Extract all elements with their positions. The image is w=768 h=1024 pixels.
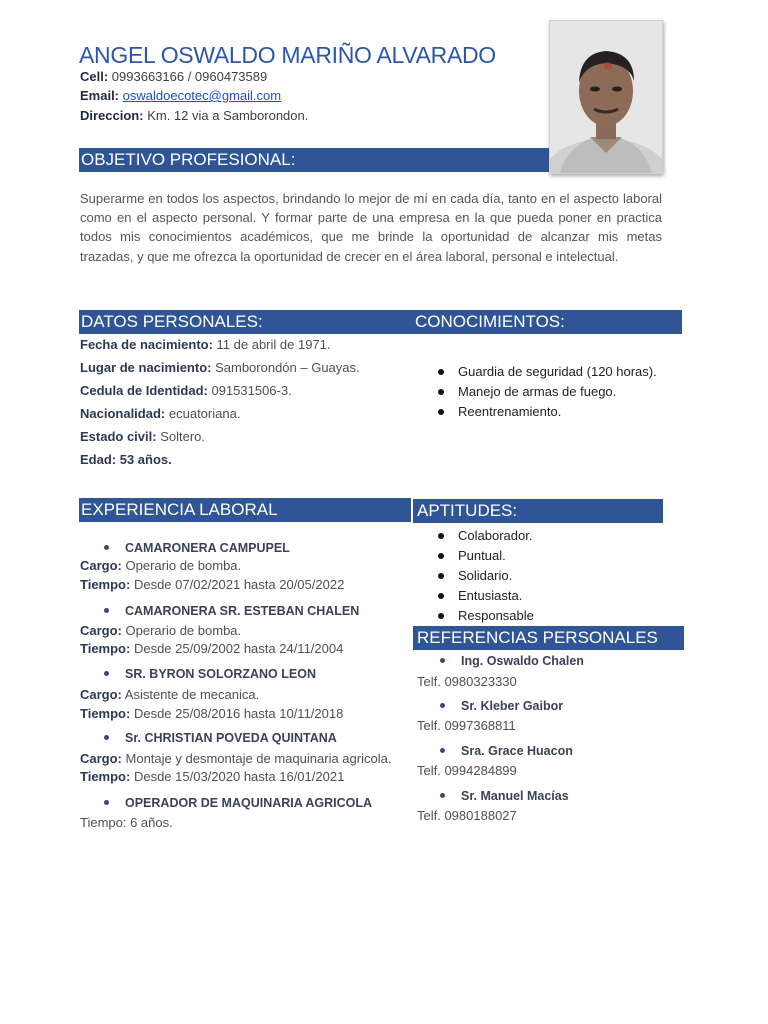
job-cargo: Cargo: Operario de bomba. xyxy=(80,558,242,573)
objective-heading: OBJETIVO PROFESIONAL: xyxy=(79,148,549,172)
personal-label: Cedula de Identidad: xyxy=(80,383,208,398)
job-tiempo: Tiempo: 6 años. xyxy=(80,815,173,830)
bullet-icon xyxy=(104,671,109,676)
personal-row xyxy=(80,406,240,421)
cell-value: 0993663166 / 0960473589 xyxy=(111,69,268,84)
job-cargo: Cargo: Asistente de mecanica. xyxy=(80,687,260,702)
reference-phone: Telf. 0980188027 xyxy=(417,808,517,823)
personal-label: Edad: 53 años. xyxy=(80,452,172,467)
job-tiempo: Tiempo: Desde 07/02/2021 hasta 20/05/2022 xyxy=(80,577,345,592)
personal-value: Samborondón – Guayas. xyxy=(215,360,360,375)
bullet-icon xyxy=(438,613,444,619)
references-heading: REFERENCIAS PERSONALES xyxy=(413,626,684,650)
bullet-icon xyxy=(438,409,444,415)
job-tiempo: Tiempo: Desde 25/08/2016 hasta 10/11/2018 xyxy=(80,706,344,721)
bullet-icon xyxy=(104,800,109,805)
reference-name: Sra. Grace Huacon xyxy=(440,744,573,758)
bullet-icon xyxy=(438,369,444,375)
experience-heading: EXPERIENCIA LABORAL xyxy=(79,498,411,522)
email-label: Email: xyxy=(80,88,120,103)
bullet-icon xyxy=(104,608,109,613)
bullet-icon xyxy=(438,533,444,539)
job-cargo: Cargo: Operario de bomba. xyxy=(80,623,242,638)
bullet-icon xyxy=(438,573,444,579)
reference-name: Sr. Manuel Macías xyxy=(440,789,569,803)
list-item: Guardia de seguridad (120 horas). xyxy=(438,364,657,379)
bullet-icon xyxy=(440,703,445,708)
personal-label: Fecha de nacimiento: xyxy=(80,337,213,352)
list-item: Colaborador. xyxy=(438,528,532,543)
personal-value: ecuatoriana. xyxy=(168,406,241,421)
list-item: Puntual. xyxy=(438,548,506,563)
personal-label: Estado civil: xyxy=(80,429,157,444)
personal-row xyxy=(80,360,360,375)
reference-phone: Telf. 0994284899 xyxy=(417,763,517,778)
job-company: CAMARONERA SR. ESTEBAN CHALEN xyxy=(104,604,359,618)
reference-phone: Telf. 0997368811 xyxy=(417,718,516,733)
personal-row xyxy=(80,429,205,444)
bullet-icon xyxy=(438,389,444,395)
reference-name: Ing. Oswaldo Chalen xyxy=(440,654,584,668)
personal-row xyxy=(80,452,172,467)
job-cargo: Cargo: Montaje y desmontaje de maquinaria agricola. xyxy=(80,751,392,766)
bullet-icon xyxy=(438,593,444,599)
bullet-icon xyxy=(440,658,445,663)
resume-name: ANGEL OSWALDO MARIÑO ALVARADO xyxy=(79,42,496,68)
reference-phone: Telf. 0980323330 xyxy=(417,674,517,689)
list-item: Solidario. xyxy=(438,568,512,583)
list-item: Reentrenamiento. xyxy=(438,404,561,419)
job-tiempo: Tiempo: Desde 15/03/2020 hasta 16/01/2021 xyxy=(80,769,345,784)
aptitudes-heading: APTITUDES: xyxy=(413,499,663,523)
portrait-image xyxy=(550,21,662,173)
cell-line xyxy=(80,69,267,84)
address-value: Km. 12 via a Samborondon. xyxy=(147,108,309,123)
profile-photo xyxy=(549,20,663,174)
personal-value: 11 de abril de 1971. xyxy=(216,337,331,352)
personal-row xyxy=(80,337,331,352)
address-line xyxy=(80,108,308,123)
personal-label: Nacionalidad: xyxy=(80,406,166,421)
personal-label: Lugar de nacimiento: xyxy=(80,360,212,375)
reference-name: Sr. Kleber Gaibor xyxy=(440,699,563,713)
email-line xyxy=(80,88,281,103)
job-company: CAMARONERA CAMPUPEL xyxy=(104,541,290,555)
list-item: Responsable xyxy=(438,608,534,623)
job-company: OPERADOR DE MAQUINARIA AGRICOLA xyxy=(104,796,372,810)
job-company: SR. BYRON SOLORZANO LEON xyxy=(104,667,316,681)
knowledge-heading: CONOCIMIENTOS: xyxy=(411,310,682,334)
list-item: Manejo de armas de fuego. xyxy=(438,384,616,399)
email-link[interactable]: oswaldoecotec@gmail.com xyxy=(122,88,282,103)
bullet-icon xyxy=(440,793,445,798)
list-item: Entusiasta. xyxy=(438,588,522,603)
bullet-icon xyxy=(104,545,109,550)
personal-heading: DATOS PERSONALES: xyxy=(79,310,411,334)
personal-row xyxy=(80,383,292,398)
job-company: Sr. CHRISTIAN POVEDA QUINTANA xyxy=(104,731,337,745)
personal-value: Soltero. xyxy=(160,429,206,444)
bullet-icon xyxy=(104,735,109,740)
job-tiempo: Tiempo: Desde 25/09/2002 hasta 24/11/2004 xyxy=(80,641,344,656)
objective-text: Superarme en todos los aspectos, brindando lo mejor de mí en cada día, tanto en el aspecto laboral como en el aspecto personal. Y formar parte de una empresa en la que pueda poner en practica todos mis conocimientos académicos, que me brinde la oportunidad de alcanzar mis metas trazadas, y que me ofrezca la oportunidad de crecer en el área laboral, personal e intelectual. xyxy=(80,191,662,264)
cell-label: Cell: xyxy=(80,69,109,84)
address-label: Direccion: xyxy=(80,108,144,123)
bullet-icon xyxy=(440,748,445,753)
personal-value: 091531506-3. xyxy=(211,383,292,398)
bullet-icon xyxy=(438,553,444,559)
